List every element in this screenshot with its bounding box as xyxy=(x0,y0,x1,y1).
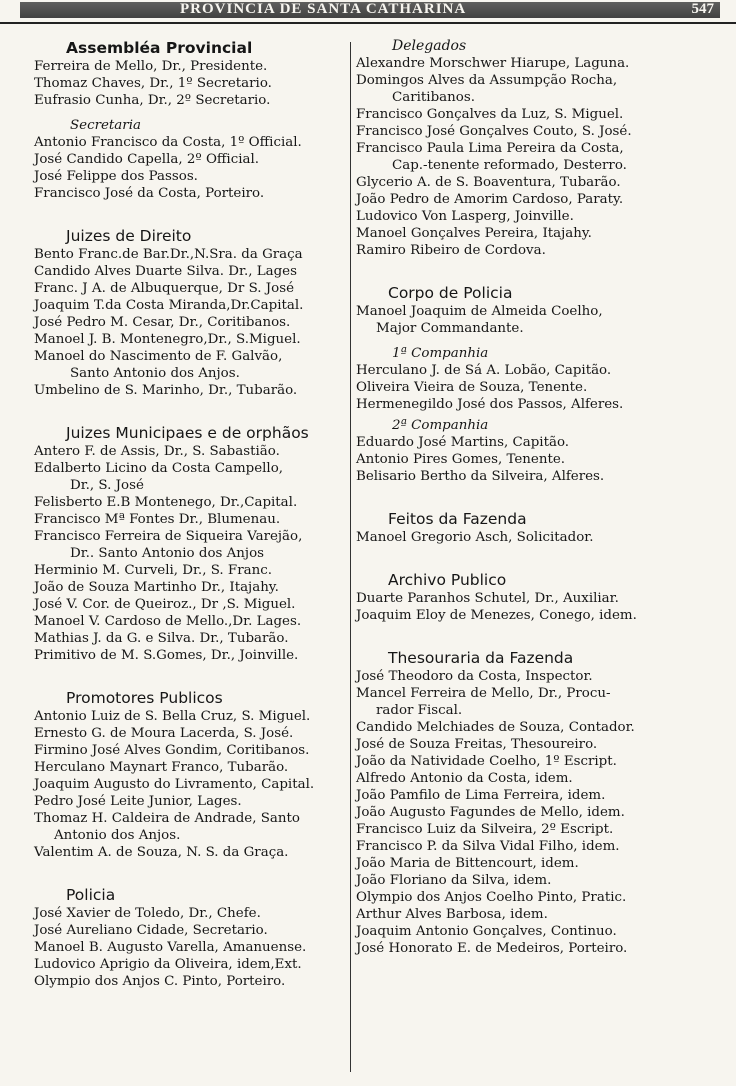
entry-line: José de Souza Freitas, Thesoureiro. xyxy=(356,737,598,752)
entry-line: Francisco Luiz da Silveira, 2º Escript. xyxy=(356,822,614,837)
header-title: PROVINCIA DE SANTA CATHARINA xyxy=(180,1,467,17)
section-title-corpo-policia: Corpo de Policia xyxy=(388,284,513,302)
entry-line: Manoel Joaquim de Almeida Coelho, xyxy=(356,304,603,319)
entry-line: Thomaz H. Caldeira de Andrade, Santo xyxy=(34,811,300,826)
entry-continuation: Santo Antonio dos Anjos. xyxy=(70,366,240,381)
entry-line: Francisco José Gonçalves Couto, S. José. xyxy=(356,124,632,139)
column-divider xyxy=(350,42,351,1072)
entry-line: Herminio M. Curveli, Dr., S. Franc. xyxy=(34,563,272,578)
entry-line: Oliveira Vieira de Souza, Tenente. xyxy=(356,380,588,395)
entry-line: Manoel V. Cardoso de Mello.,Dr. Lages. xyxy=(34,614,302,629)
entry-line: João Pamfilo de Lima Ferreira, idem. xyxy=(356,788,606,803)
entry-line: Umbelino de S. Marinho, Dr., Tubarão. xyxy=(34,383,298,398)
page-number: 547 xyxy=(691,1,714,17)
entry-line: Manoel Gonçalves Pereira, Itajahy. xyxy=(356,226,592,241)
entry-line: Glycerio A. de S. Boaventura, Tubarão. xyxy=(356,175,621,190)
entry-line: Eduardo José Martins, Capitão. xyxy=(356,435,570,450)
entry-line: Joaquim Eloy de Menezes, Conego, idem. xyxy=(356,608,637,623)
entry-line: Manoel B. Augusto Varella, Amanuense. xyxy=(34,940,307,955)
entry-line: José Theodoro da Costa, Inspector. xyxy=(356,669,593,684)
section-title-tesouraria: Thesouraria da Fazenda xyxy=(388,649,574,667)
entry-line: José Candido Capella, 2º Official. xyxy=(34,152,260,167)
entry-line: Candido Alves Duarte Silva. Dr., Lages xyxy=(34,264,297,279)
entry-line: Francisco José da Costa, Porteiro. xyxy=(34,186,265,201)
entry-line: Alexandre Morschwer Hiarupe, Laguna. xyxy=(356,56,630,71)
page-header xyxy=(0,0,736,24)
section-title-juizes-municipaes: Juizes Municipaes e de orphãos xyxy=(66,424,309,442)
entry-line: José Aureliano Cidade, Secretario. xyxy=(34,923,268,938)
subsection-title-secretaria: Secretaria xyxy=(70,118,141,133)
section-title-feitos: Feitos da Fazenda xyxy=(388,510,527,528)
entry-line: Herculano Maynart Franco, Tubarão. xyxy=(34,760,289,775)
entry-line: Domingos Alves da Assumpção Rocha, xyxy=(356,73,618,88)
entry-line: Ramiro Ribeiro de Cordova. xyxy=(356,243,546,258)
section-title-juizes-direito: Juizes de Direito xyxy=(66,227,192,245)
entry-line: Firmino José Alves Gondim, Coritibanos. xyxy=(34,743,310,758)
subsection-title-companhia-1: 1ª Companhia xyxy=(392,346,489,361)
entry-line: Alfredo Antonio da Costa, idem. xyxy=(356,771,573,786)
entry-line: Felisberto E.B Montenego, Dr.,Capital. xyxy=(34,495,298,510)
entry-line: Antonio Pires Gomes, Tenente. xyxy=(356,452,566,467)
entry-line: Pedro José Leite Junior, Lages. xyxy=(34,794,242,809)
entry-line: Francisco Ferreira de Siqueira Varejão, xyxy=(34,529,303,544)
entry-line: Antonio Luiz de S. Bella Cruz, S. Miguel. xyxy=(34,709,311,724)
entry-continuation: Dr., S. José xyxy=(70,478,144,493)
entry-continuation: Caritibanos. xyxy=(392,90,475,105)
entry-line: Joaquim T.da Costa Miranda,Dr.Capital. xyxy=(34,298,304,313)
entry-line: Mancel Ferreira de Mello, Dr., Procu- xyxy=(356,686,611,701)
right-column xyxy=(356,38,718,957)
entry-line: Olympio dos Anjos Coelho Pinto, Pratic. xyxy=(356,890,627,905)
entry-line: Francisco Gonçalves da Luz, S. Miguel. xyxy=(356,107,624,122)
entry-line: Manoel J. B. Montenegro,Dr., S.Miguel. xyxy=(34,332,301,347)
entry-line: João de Souza Martinho Dr., Itajahy. xyxy=(34,580,279,595)
entry-line: Hermenegildo José dos Passos, Alferes. xyxy=(356,397,624,412)
entry-line: Manoel do Nascimento de F. Galvão, xyxy=(34,349,283,364)
section-title-policia: Policia xyxy=(66,886,116,904)
entry-line: Herculano J. de Sá A. Lobão, Capitão. xyxy=(356,363,612,378)
entry-line: Francisco Paula Lima Pereira da Costa, xyxy=(356,141,624,156)
entry-line: Primitivo de M. S.Gomes, Dr., Joinville. xyxy=(34,648,299,663)
entry-line: João Floriano da Silva, idem. xyxy=(356,873,552,888)
entry-line: João Pedro de Amorim Cardoso, Paraty. xyxy=(356,192,624,207)
entry-line: Francisco P. da Silva Vidal Filho, idem. xyxy=(356,839,620,854)
entry-line: Joaquim Antonio Gonçalves, Continuo. xyxy=(356,924,617,939)
entry-line: Ludovico Aprigio da Oliveira, idem,Ext. xyxy=(34,957,302,972)
left-column xyxy=(34,38,348,990)
entry-line: Ernesto G. de Moura Lacerda, S. José. xyxy=(34,726,294,741)
entry-line: Mathias J. da G. e Silva. Dr., Tubarão. xyxy=(34,631,289,646)
entry-continuation: Antonio dos Anjos. xyxy=(54,828,181,843)
entry-line: José Felippe dos Passos. xyxy=(34,169,198,184)
entry-continuation: rador Fiscal. xyxy=(376,703,463,718)
entry-line: Francisco Mª Fontes Dr., Blumenau. xyxy=(34,512,281,527)
entry-line: Antonio Francisco da Costa, 1º Official. xyxy=(34,135,302,150)
entry-line: Eufrasio Cunha, Dr., 2º Secretario. xyxy=(34,93,271,108)
entry-line: José V. Cor. de Queiroz., Dr ,S. Miguel. xyxy=(34,597,296,612)
section-title-archivo: Archivo Publico xyxy=(388,571,507,589)
entry-line: Arthur Alves Barbosa, idem. xyxy=(356,907,548,922)
entry-line: Olympio dos Anjos C. Pinto, Porteiro. xyxy=(34,974,286,989)
entry-continuation: Dr.. Santo Antonio dos Anjos xyxy=(70,546,265,561)
entry-line: João da Natividade Coelho, 1º Escript. xyxy=(356,754,617,769)
entry-line: Edalberto Licino da Costa Campello, xyxy=(34,461,284,476)
subsection-title-delegados: Delegados xyxy=(392,38,467,54)
entry-line: Antero F. de Assis, Dr., S. Sabastião. xyxy=(34,444,280,459)
subsection-title-companhia-2: 2ª Companhia xyxy=(392,418,489,433)
entry-line: João Maria de Bittencourt, idem. xyxy=(356,856,579,871)
entry-line: Ferreira de Mello, Dr., Presidente. xyxy=(34,59,268,74)
entry-line: Candido Melchiades de Souza, Contador. xyxy=(356,720,635,735)
entry-line: José Honorato E. de Medeiros, Porteiro. xyxy=(356,941,628,956)
entry-continuation: Major Commandante. xyxy=(376,321,524,336)
section-title-promotores: Promotores Publicos xyxy=(66,689,223,707)
entry-line: Belisario Bertho da Silveira, Alferes. xyxy=(356,469,605,484)
entry-line: Bento Franc.de Bar.Dr.,N.Sra. da Graça xyxy=(34,247,303,262)
entry-line: José Pedro M. Cesar, Dr., Coritibanos. xyxy=(34,315,291,330)
entry-line: Thomaz Chaves, Dr., 1º Secretario. xyxy=(34,76,272,91)
entry-line: Joaquim Augusto do Livramento, Capital. xyxy=(34,777,315,792)
entry-line: Valentim A. de Souza, N. S. da Graça. xyxy=(34,845,289,860)
entry-line: Duarte Paranhos Schutel, Dr., Auxiliar. xyxy=(356,591,619,606)
section-title-assembleia: Assembléa Provincial xyxy=(66,39,253,57)
entry-continuation: Cap.-tenente reformado, Desterro. xyxy=(392,158,627,173)
entry-line: Ludovico Von Lasperg, Joinville. xyxy=(356,209,574,224)
entry-line: João Augusto Fagundes de Mello, idem. xyxy=(356,805,625,820)
entry-line: José Xavier de Toledo, Dr., Chefe. xyxy=(34,906,261,921)
entry-line: Franc. J A. de Albuquerque, Dr S. José xyxy=(34,281,295,296)
entry-line: Manoel Gregorio Asch, Solicitador. xyxy=(356,530,594,545)
